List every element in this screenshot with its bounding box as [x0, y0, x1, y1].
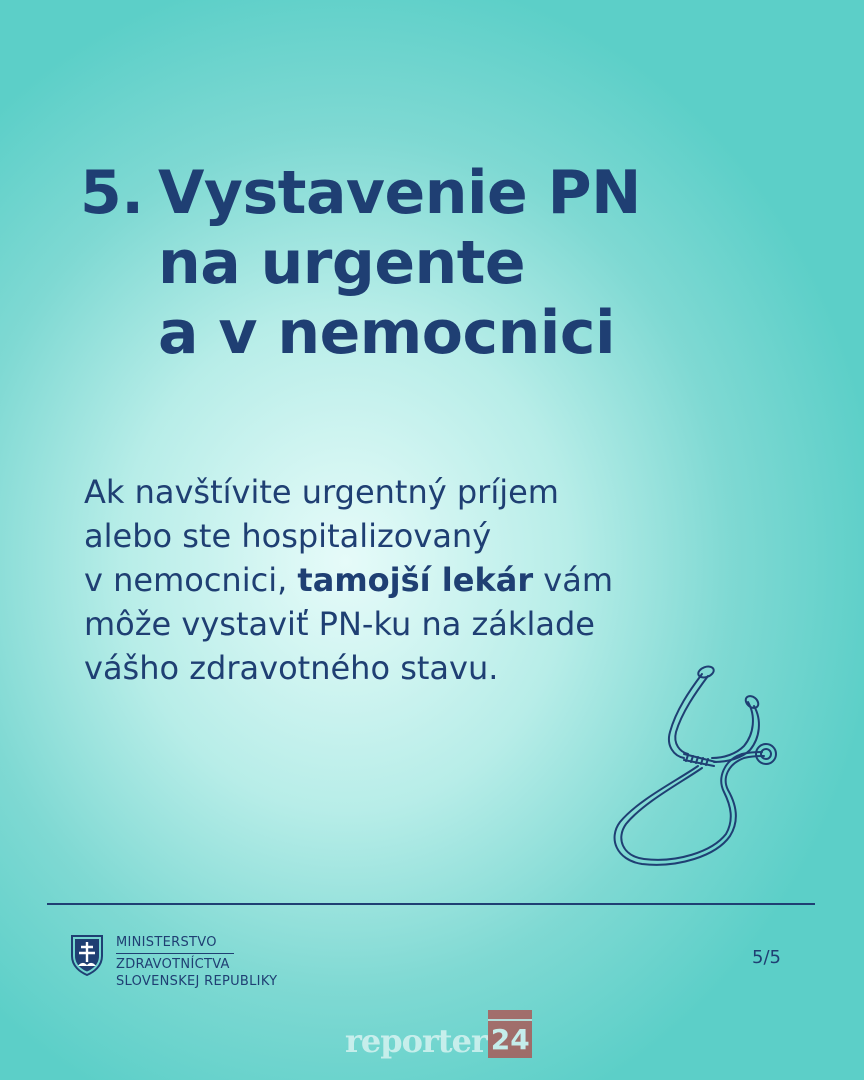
body-line-3-start: v nemocnici, [84, 561, 298, 599]
coat-of-arms-icon [70, 934, 104, 976]
title-text-1: Vystavenie PN [158, 158, 641, 228]
watermark-text: reporter [345, 1022, 487, 1060]
ministry-line-3: SLOVENSKEJ REPUBLIKY [116, 974, 278, 989]
reporter24-watermark [345, 1010, 532, 1058]
title-line-1 [80, 158, 641, 228]
page-indicator: 5/5 [752, 947, 781, 968]
slide-title [80, 158, 641, 368]
ministry-line-2: ZDRAVOTNÍCTVA [116, 957, 230, 972]
body-line-2: alebo ste hospitalizovaný [84, 517, 492, 555]
footer-divider [47, 903, 815, 905]
body-line-5: vášho zdravotného stavu. [84, 649, 499, 687]
ministry-line-1: MINISTERSTVO [116, 934, 234, 954]
watermark-number: 24 [490, 1023, 530, 1056]
ministry-name [116, 934, 277, 990]
body-emphasis: tamojší lekár [297, 561, 534, 599]
watermark-badge [488, 1010, 532, 1058]
title-number: 5. [80, 158, 144, 228]
body-line-3 [84, 558, 784, 602]
title-line-3: a v nemocnici [158, 298, 616, 368]
stethoscope-icon [598, 660, 788, 870]
ministry-logo [70, 934, 277, 990]
body-line-3-end: vám [533, 561, 613, 599]
body-line-4: môže vystaviť PN-ku na základe [84, 605, 595, 643]
title-line-2: na urgente [158, 228, 526, 298]
body-paragraph [84, 470, 784, 690]
body-line-1: Ak navštívite urgentný príjem [84, 473, 559, 511]
